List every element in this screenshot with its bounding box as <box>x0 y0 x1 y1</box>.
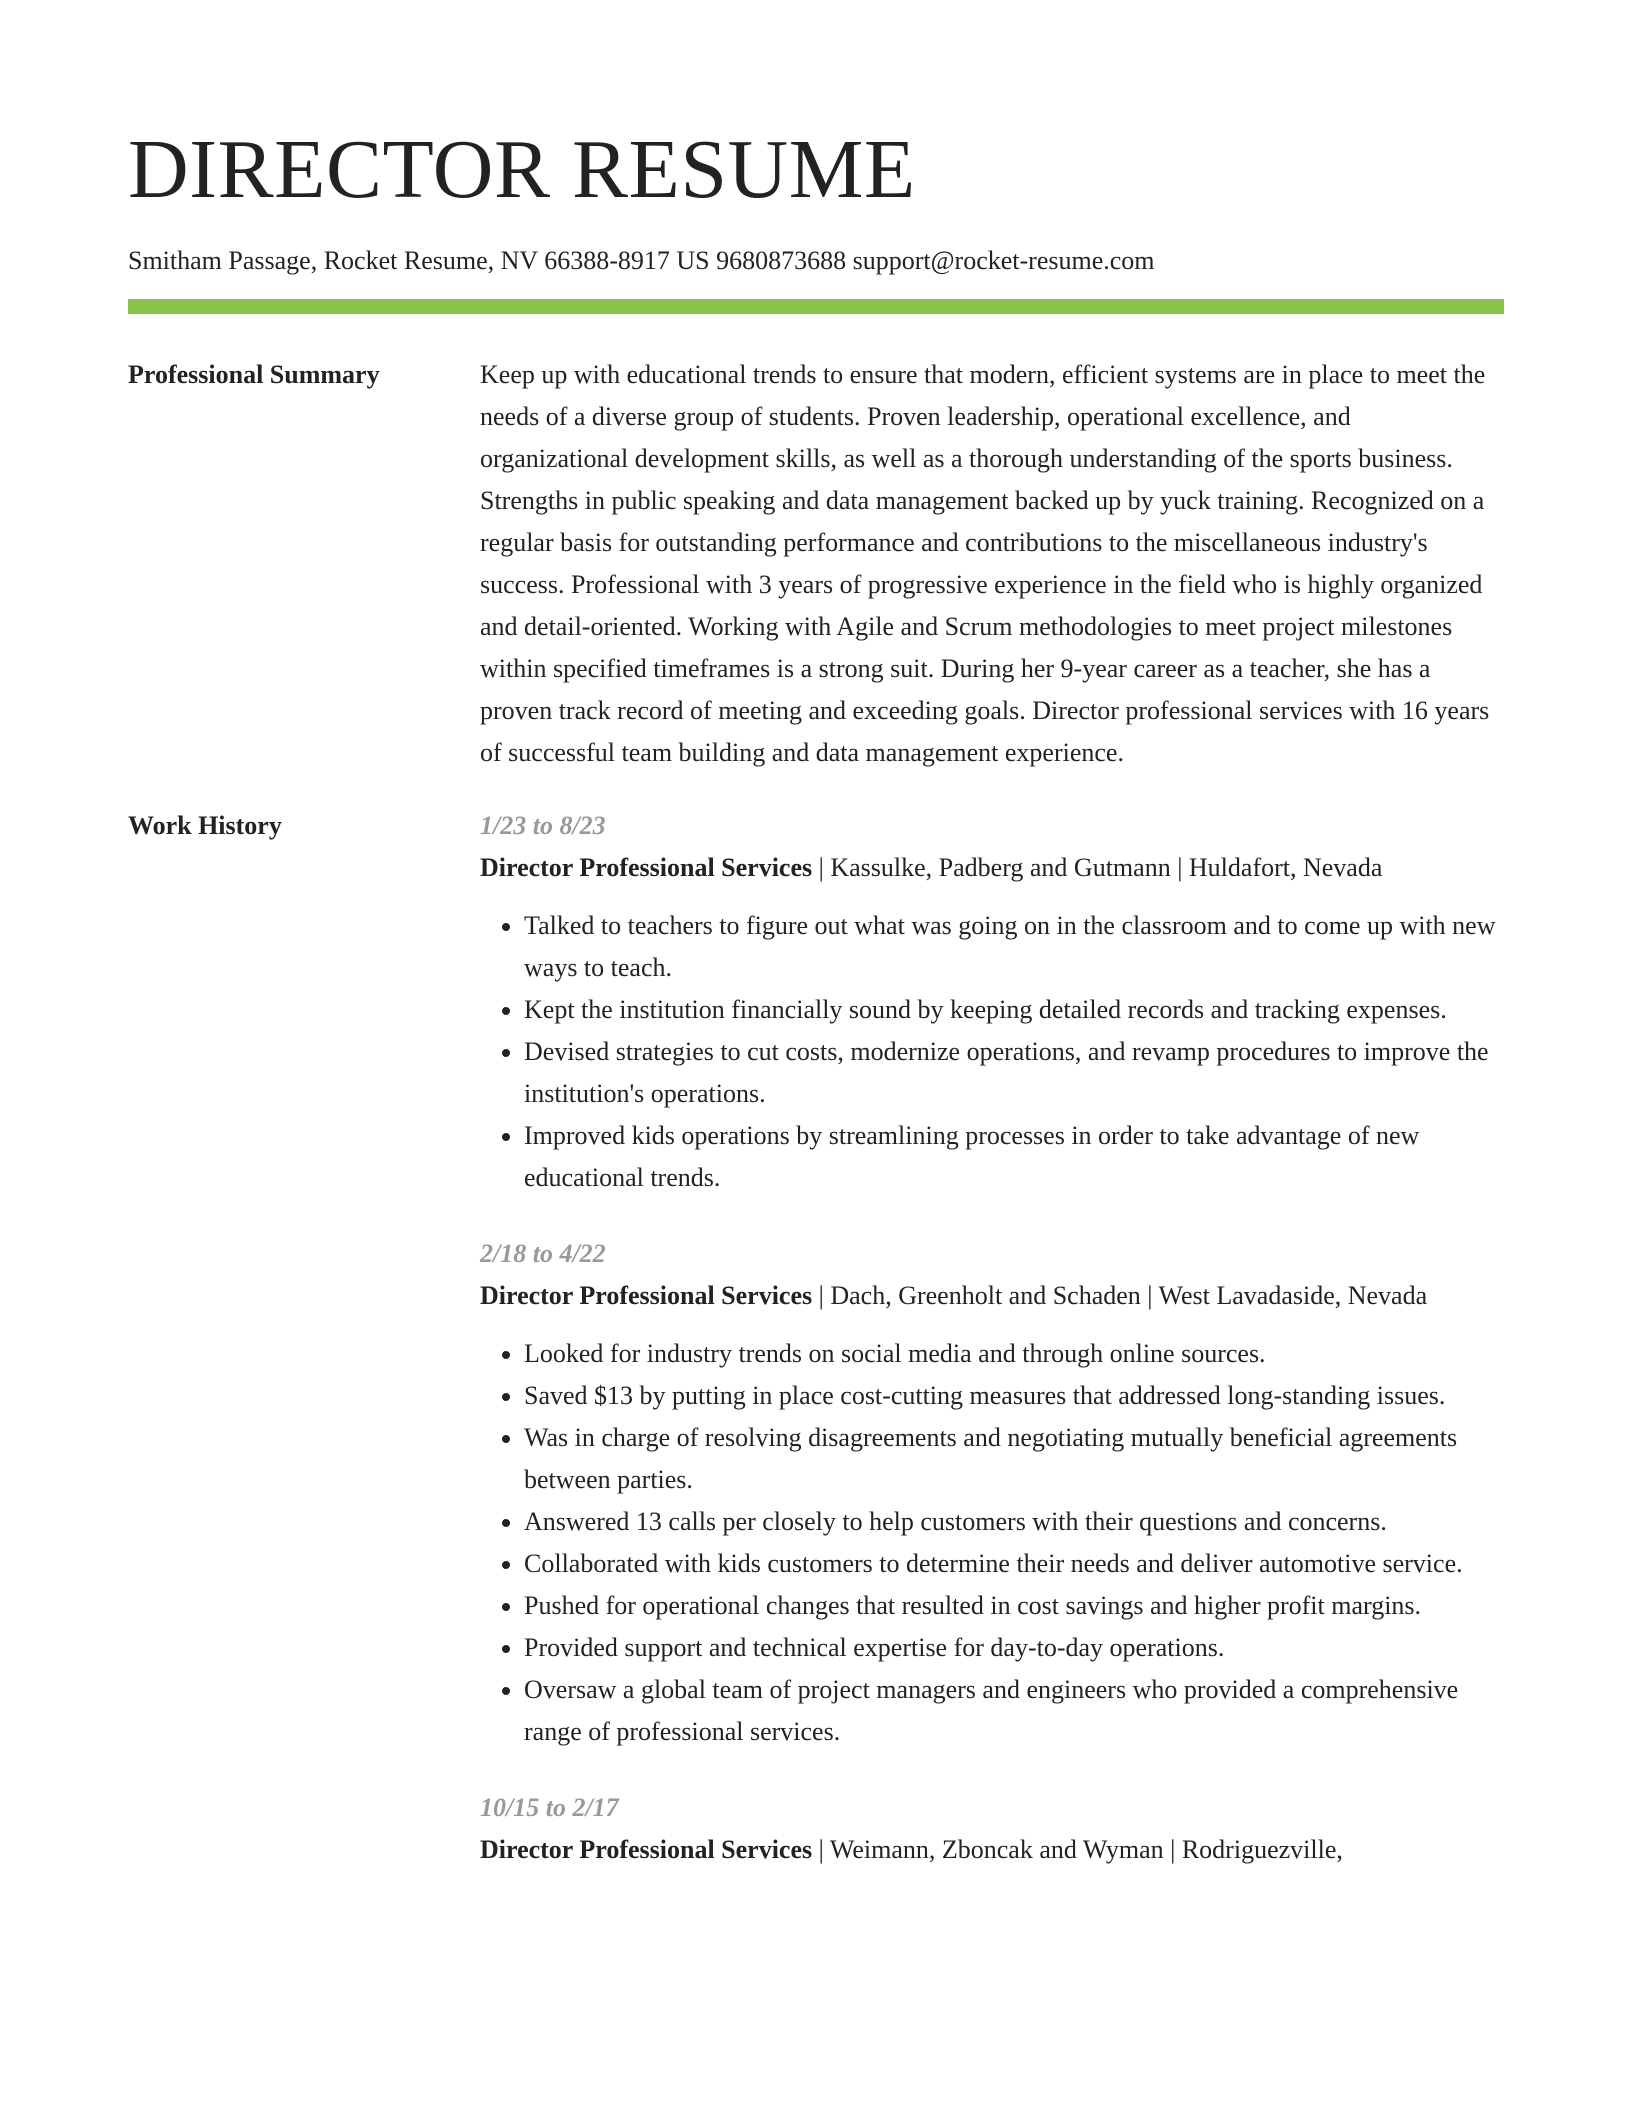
section-label-work: Work History <box>128 811 282 840</box>
job-heading <box>480 1829 1504 1871</box>
job-dates: 10/15 to 2/17 <box>480 1793 619 1822</box>
section-label-summary: Professional Summary <box>128 360 380 389</box>
summary-body <box>480 354 1504 774</box>
job-heading <box>480 1275 1504 1317</box>
contact-line: Smitham Passage, Rocket Resume, NV 66388-8917 US 9680873688 support@rocket-resume.com <box>128 246 1155 275</box>
job-bullets <box>480 1333 1504 1753</box>
job-bullet: • Answered 13 calls per closely to help customers with their questions and concerns. <box>524 1501 1504 1543</box>
job-bullet: • Devised strategies to cut costs, modernize operations, and revamp procedures to improve the institution's operations. <box>524 1031 1504 1115</box>
job-details: | Weimann, Zboncak and Wyman | Rodriguezville, <box>812 1835 1343 1864</box>
job-title: Director Professional Services <box>480 1281 813 1310</box>
job-entry <box>480 1233 1504 1753</box>
job-bullet: • Pushed for operational changes that resulted in cost savings and higher profit margins. <box>524 1585 1504 1627</box>
header-divider <box>128 299 1504 314</box>
job-title: Director Professional Services <box>480 1835 813 1864</box>
job-entry <box>480 805 1504 1199</box>
job-bullet: • Looked for industry trends on social media and through online sources. <box>524 1333 1504 1375</box>
work-body <box>480 805 1504 1905</box>
job-bullets <box>480 905 1504 1199</box>
job-bullet: • Improved kids operations by streamlining processes in order to take advantage of new educational trends. <box>524 1115 1504 1199</box>
job-dates: 1/23 to 8/23 <box>480 811 606 840</box>
job-bullet: • Kept the institution financially sound by keeping detailed records and tracking expenses. <box>524 989 1504 1031</box>
job-bullet: • Was in charge of resolving disagreements and negotiating mutually beneficial agreements between parties. <box>524 1417 1504 1501</box>
job-bullet: • Provided support and technical expertise for day-to-day operations. <box>524 1627 1504 1669</box>
job-title: Director Professional Services <box>480 853 813 882</box>
job-entry <box>480 1787 1504 1871</box>
job-bullet: • Oversaw a global team of project managers and engineers who provided a comprehensive range of professional services. <box>524 1669 1504 1753</box>
job-bullet: • Saved $13 by putting in place cost-cutting measures that addressed long-standing issues. <box>524 1375 1504 1417</box>
resume-page <box>128 0 1504 1905</box>
job-details: | Kassulke, Padberg and Gutmann | Huldafort, Nevada <box>812 853 1383 882</box>
job-bullet: • Collaborated with kids customers to determine their needs and deliver automotive service. <box>524 1543 1504 1585</box>
professional-summary-section <box>128 354 1504 774</box>
job-bullet: • Talked to teachers to figure out what was going on in the classroom and to come up with new ways to teach. <box>524 905 1504 989</box>
job-details: | Dach, Greenholt and Schaden | West Lavadaside, Nevada <box>812 1281 1428 1310</box>
job-heading <box>480 847 1504 889</box>
resume-title: DIRECTOR RESUME <box>128 123 916 216</box>
work-history-section <box>128 805 1504 1905</box>
job-dates: 2/18 to 4/22 <box>480 1239 606 1268</box>
summary-text: Keep up with educational trends to ensure that modern, efficient systems are in place to meet the needs of a diverse group of students. Proven leadership, operational excellence, and organizational development skills, as well as a thorough understanding of the sports business. Strengths in public speaking and data management backed up by yuck training. Recognized on a regular basis for outstanding performance and contributions to the miscellaneous industry's success. Professional with 3 years of progressive experience in the field who is highly organized and detail-oriented. Working with Agile and Scrum methodologies to meet project milestones within specified timeframes is a strong suit. During her 9-year career as a teacher, she has a proven track record of meeting and exceeding goals. Director professional services with 16 years of successful team building and data management experience. <box>480 360 1490 767</box>
